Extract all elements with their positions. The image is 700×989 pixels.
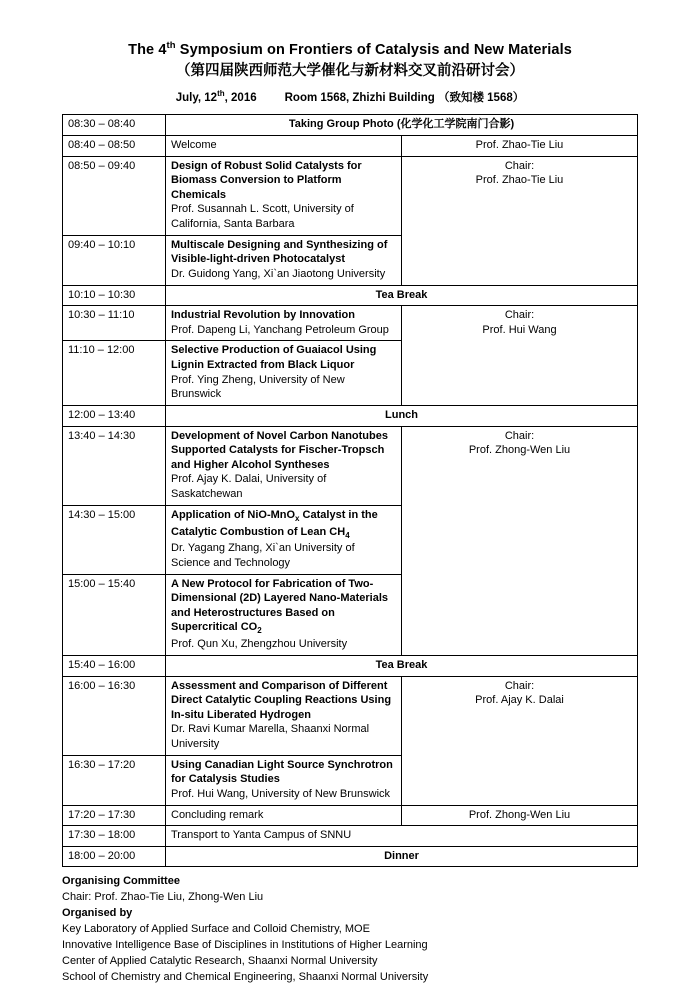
session-details — [166, 676, 402, 755]
talk-speaker: Dr. Ravi Kumar Marella, Shaanxi Normal University — [171, 723, 370, 751]
session-time: 10:10 – 10:30 — [63, 285, 166, 306]
talk-title: Design of Robust Solid Catalysts for Biomass Conversion to Platform Chemicals — [171, 159, 362, 201]
table-row — [63, 115, 638, 136]
talk-title: Industrial Revolution by Innovation — [171, 309, 355, 322]
organising-committee-chair: Chair: Prof. Zhao-Tie Liu, Zhong-Wen Liu — [62, 891, 264, 904]
session-banner: Taking Group Photo (化学化工学院南门合影) — [166, 115, 638, 136]
session-banner: Lunch — [166, 405, 638, 426]
talk-title: Multiscale Designing and Synthesizing of Visible-light-driven Photocatalyst — [171, 238, 388, 266]
session-details: Concluding remark — [166, 805, 402, 826]
talk-speaker: Prof. Susannah L. Scott, University of California, Santa Barbara — [171, 203, 354, 231]
talk-title: Using Canadian Light Source Synchrotron for Catalysis Studies — [171, 758, 393, 786]
table-row — [63, 426, 638, 505]
title-suffix: Symposium on Frontiers of Catalysis and New Materials — [175, 41, 572, 58]
title-ordinal-suffix: th — [166, 40, 176, 51]
session-time: 14:30 – 15:00 — [63, 505, 166, 574]
table-row — [63, 826, 638, 847]
date-prefix: July, 12 — [175, 92, 218, 105]
session-banner: Dinner — [166, 846, 638, 867]
session-time: 10:30 – 11:10 — [63, 306, 166, 341]
session-time: 08:50 – 09:40 — [63, 156, 166, 235]
session-banner: Tea Break — [166, 655, 638, 676]
session-details — [166, 755, 402, 805]
session-chair: Chair: Prof. Ajay K. Dalai — [402, 676, 638, 805]
session-time: 15:00 – 15:40 — [63, 574, 166, 655]
session-time: 16:30 – 17:20 — [63, 755, 166, 805]
talk-speaker: Prof. Qun Xu, Zhengzhou University — [171, 638, 348, 651]
table-row — [63, 655, 638, 676]
session-details: Welcome — [166, 135, 402, 156]
session-time: 17:30 – 18:00 — [63, 826, 166, 847]
session-details — [166, 505, 402, 574]
date-suffix: , 2016 — [224, 92, 257, 105]
table-row — [63, 156, 638, 235]
session-details — [166, 235, 402, 285]
table-row — [63, 676, 638, 755]
session-time: 16:00 – 16:30 — [63, 676, 166, 755]
session-details — [166, 306, 402, 341]
session-time: 13:40 – 14:30 — [63, 426, 166, 505]
session-time: 08:30 – 08:40 — [63, 115, 166, 136]
venue-text: Room 1568, Zhizhi Building （致知楼 1568） — [284, 92, 525, 105]
talk-title: Assessment and Comparison of Different Direct Catalytic Coupling Reactions Using In-situ Liberated Hydrogen — [171, 679, 392, 721]
page-title-chinese: （第四届陕西师范大学催化与新材料交叉前沿研讨会） — [176, 63, 524, 80]
session-time: 08:40 – 08:50 — [63, 135, 166, 156]
table-row — [63, 306, 638, 341]
date-venue-line — [62, 88, 638, 106]
talk-speaker: Prof. Dapeng Li, Yanchang Petroleum Group — [171, 323, 389, 336]
talk-speaker: Dr. Yagang Zhang, Xi`an University of Science and Technology — [171, 542, 355, 569]
session-details — [166, 574, 402, 655]
page-title — [62, 40, 638, 60]
table-row — [63, 135, 638, 156]
talk-speaker: Prof. Ajay K. Dalai, University of Saskatchewan — [171, 473, 327, 501]
talk-title: Selective Production of Guaiacol Using Lignin Extracted from Black Liquor — [171, 344, 377, 372]
session-banner: Tea Break — [166, 285, 638, 306]
session-chair: Prof. Zhao-Tie Liu — [402, 135, 638, 156]
title-prefix: The 4 — [128, 41, 167, 58]
session-time: 09:40 – 10:10 — [63, 235, 166, 285]
organiser-item: Center of Applied Catalytic Research, Shaanxi Normal University — [62, 955, 378, 968]
talk-speaker: Dr. Guidong Yang, Xi`an Jiaotong University — [171, 267, 386, 280]
session-chair: Chair: Prof. Zhong-Wen Liu — [402, 426, 638, 655]
session-details — [166, 341, 402, 406]
session-chair: Prof. Zhong-Wen Liu — [402, 805, 638, 826]
session-time: 11:10 – 12:00 — [63, 341, 166, 406]
table-row — [63, 285, 638, 306]
talk-title: Development of Novel Carbon Nanotubes Supported Catalysts for Fischer-Tropsch and Higher Alcohol Syntheses — [171, 429, 388, 471]
session-details — [166, 156, 402, 235]
session-time: 18:00 – 20:00 — [63, 846, 166, 867]
organised-by-heading: Organised by — [62, 907, 133, 920]
organiser-item: Innovative Intelligence Base of Disciplines in Institutions of Higher Learning — [62, 939, 428, 952]
talk-speaker: Prof. Hui Wang, University of New Brunswick — [171, 787, 391, 800]
document-footer — [62, 874, 638, 986]
talk-title: A New Protocol for Fabrication of Two-Dimensional (2D) Layered Nano-Materials and Heterostructures Based on Supercritical $CO_2$ — [171, 577, 389, 636]
date-ordinal-suffix: th — [217, 89, 225, 99]
organiser-item: School of Chemistry and Chemical Engineering, Shaanxi Normal University — [62, 971, 429, 984]
session-chair: Chair: Prof. Zhao-Tie Liu — [402, 156, 638, 285]
session-time: 17:20 – 17:30 — [63, 805, 166, 826]
session-chair: Chair: Prof. Hui Wang — [402, 306, 638, 406]
table-row — [63, 405, 638, 426]
document-header — [62, 40, 638, 106]
table-row — [63, 805, 638, 826]
session-details — [166, 426, 402, 505]
organiser-item: Key Laboratory of Applied Surface and Colloid Chemistry, MOE — [62, 923, 370, 936]
table-row — [63, 846, 638, 867]
talk-title: Application of NiO-MnO$_x$ Catalyst in the Catalytic Combustion of Lean $CH_4$ — [171, 508, 378, 540]
organising-committee-heading: Organising Committee — [62, 875, 180, 888]
schedule-table — [62, 114, 638, 867]
session-title: Transport to Yanta Campus of SNNU — [166, 826, 638, 847]
session-time: 15:40 – 16:00 — [63, 655, 166, 676]
talk-speaker: Prof. Ying Zheng, University of New Brunswick — [171, 373, 345, 401]
session-time: 12:00 – 13:40 — [63, 405, 166, 426]
